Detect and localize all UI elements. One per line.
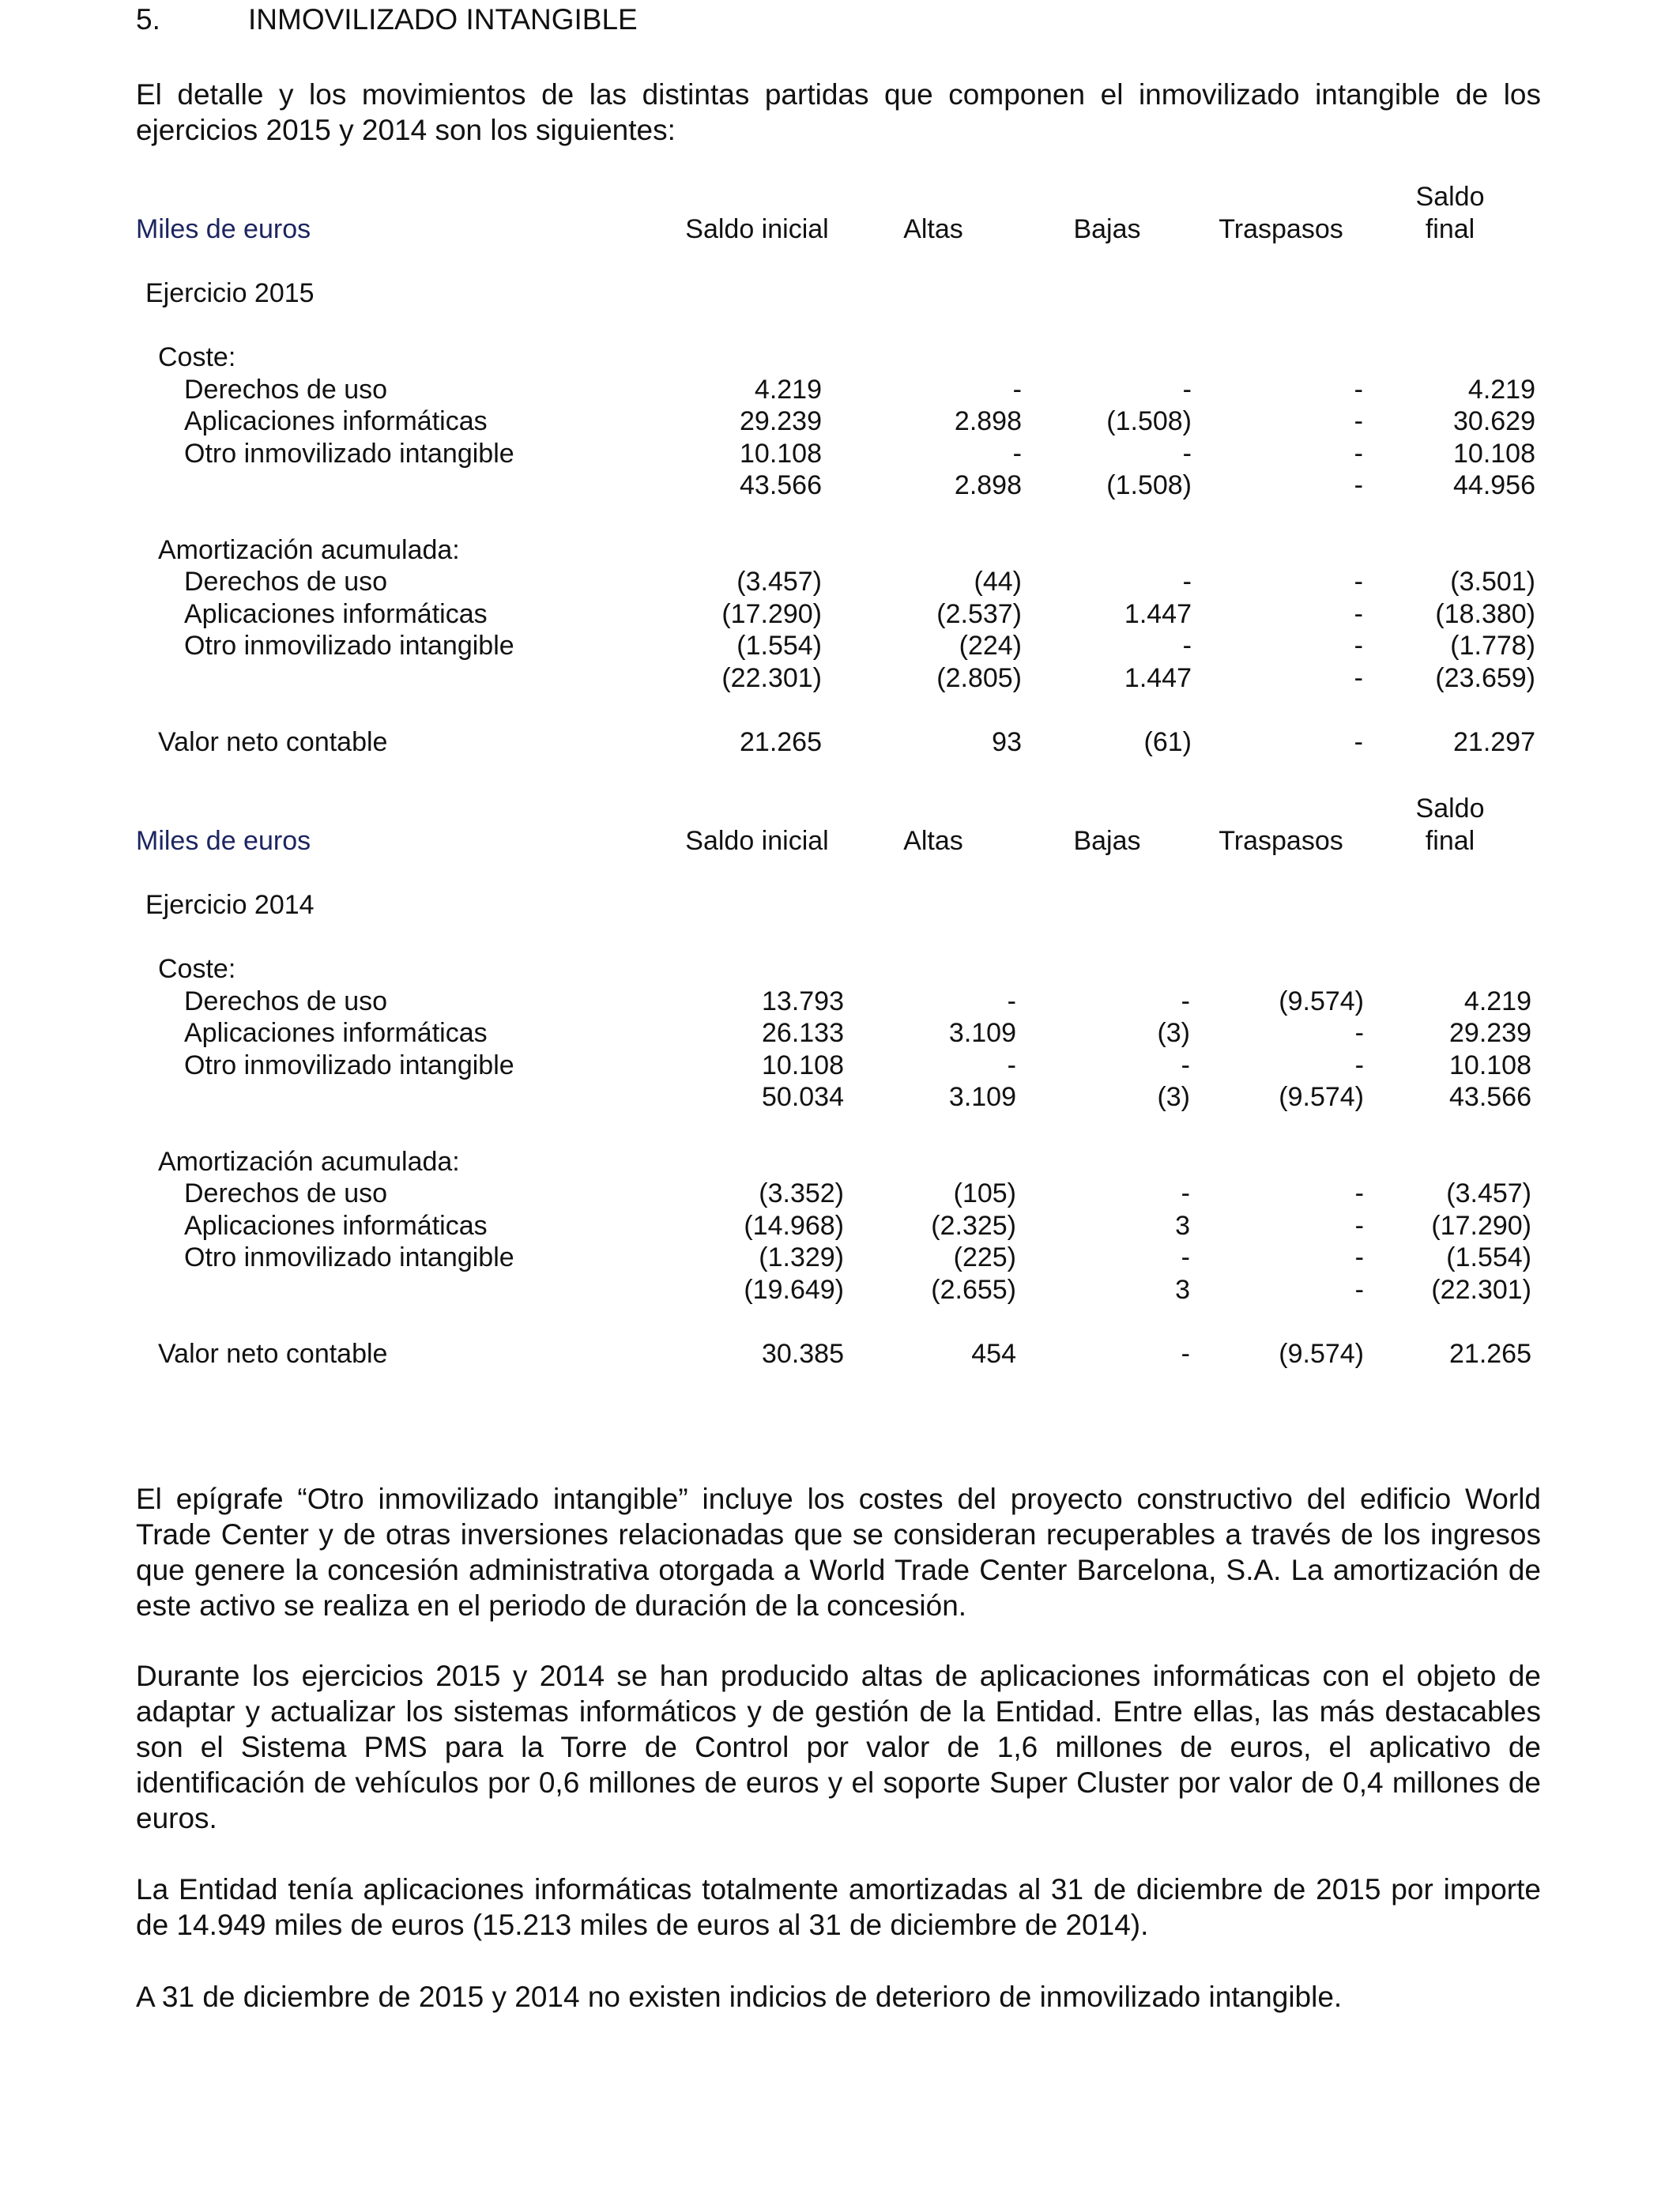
coste-row-value-col4: -: [1354, 406, 1363, 437]
amortizacion-label: Amortización acumulada:: [158, 534, 460, 565]
valor-neto-contable-value-col4: (9.574): [1279, 1339, 1364, 1370]
coste-row-value-col2: -: [1012, 374, 1022, 405]
column-header-saldo-final-line1: Saldo: [1415, 182, 1485, 212]
amortizacion-row-value-col3: -: [1181, 1242, 1190, 1273]
amortizacion-row-value-col2: (105): [953, 1178, 1016, 1209]
amortizacion-row-value-col3: 3: [1175, 1210, 1190, 1241]
coste-row-value-col1: 26.133: [762, 1018, 844, 1049]
amortizacion-row-value-col4: -: [1354, 631, 1363, 662]
coste-label: Coste:: [158, 342, 236, 372]
amortizacion-row-value-col4: -: [1354, 1242, 1364, 1273]
amortizacion-row-value-col5: (3.457): [1446, 1178, 1531, 1209]
amortizacion-total-value-col3: 3: [1175, 1275, 1190, 1305]
coste-total-value-col4: -: [1354, 470, 1363, 501]
paragraph-altas-aplicaciones: Durante los ejercicios 2015 y 2014 se han producido altas de aplicaciones informáticas con el objeto de adaptar y actualizar los sistemas informáticos y de gestión de la Entidad. Entre ellas, las más destacables son el Sistema PMS para la Torre de Control por valor de 1,6 millones de euros, el aplicativo de identificación de vehículos por 0,6 millones de euros y el soporte Super Cluster por valor de 0,4 millones de euros.: [136, 1660, 1541, 1834]
coste-row-value-col4: -: [1354, 1018, 1364, 1049]
amortizacion-row-value-col1: (14.968): [744, 1210, 844, 1241]
amortizacion-total-value-col3: 1.447: [1124, 663, 1192, 693]
coste-total-value-col4: (9.574): [1279, 1082, 1364, 1113]
coste-row-value-col1: 10.108: [762, 1050, 844, 1080]
amortizacion-row-label: Aplicaciones informáticas: [184, 1210, 488, 1241]
coste-row-value-col2: -: [1007, 1050, 1016, 1080]
amortizacion-row-label: Derechos de uso: [184, 1178, 388, 1209]
coste-row-value-col5: 10.108: [1449, 1050, 1531, 1080]
coste-total-value-col1: 50.034: [762, 1082, 844, 1113]
amortizacion-row-value-col3: -: [1182, 631, 1192, 662]
valor-neto-contable-value-col2: 93: [992, 727, 1022, 758]
coste-row-value-col3: -: [1182, 374, 1192, 405]
coste-row-value-col4: -: [1354, 374, 1363, 405]
coste-row-value-col3: -: [1182, 438, 1192, 469]
amortizacion-label: Amortización acumulada:: [158, 1146, 460, 1177]
column-header-traspasos: Traspasos: [1219, 213, 1343, 244]
amortizacion-row-value-col5: (3.501): [1450, 567, 1535, 598]
coste-total-value-col5: 43.566: [1449, 1082, 1531, 1113]
coste-row-value-col2: -: [1007, 986, 1016, 1016]
amortizacion-row-value-col4: -: [1354, 1178, 1364, 1209]
valor-neto-contable-value-col3: (61): [1143, 727, 1192, 758]
paragraph-otro-inmovilizado: El epígrafe “Otro inmovilizado intangible” incluye los costes del proyecto constructivo del edificio World Trade Center y de otras inversiones relacionadas que se consideran recuperables a través de los ingresos que genere la concesión administrativa otorgada a World Trade Center Barcelona, S.A. La amortización de este activo se realiza en el periodo de duración de la concesión.: [136, 1483, 1541, 1622]
amortizacion-row-value-col5: (18.380): [1435, 598, 1535, 629]
coste-row-label: Otro inmovilizado intangible: [184, 438, 514, 469]
valor-neto-contable-value-col1: 21.265: [740, 727, 822, 758]
coste-row-value-col3: -: [1181, 1050, 1190, 1080]
coste-row-value-col4: -: [1354, 1050, 1364, 1080]
valor-neto-contable-value-col1: 30.385: [762, 1339, 844, 1370]
coste-row-value-col3: (1.508): [1106, 406, 1192, 437]
coste-total-value-col2: 3.109: [948, 1082, 1016, 1113]
coste-row-value-col5: 4.219: [1463, 986, 1531, 1016]
amortizacion-row-value-col2: (2.537): [936, 598, 1022, 629]
paragraph-totalmente-amortizadas: La Entidad tenía aplicaciones informáticas totalmente amortizadas al 31 de diciembre de 2015 por importe de 14.949 miles de euros (15.213 miles de euros al 31 de diciembre de 2014).: [136, 1873, 1541, 1941]
column-header-saldo-final-line2: final: [1425, 825, 1475, 856]
column-header-saldo-inicial: Saldo inicial: [685, 825, 829, 856]
amortizacion-row-value-col2: (2.325): [931, 1210, 1016, 1241]
coste-row-value-col5: 30.629: [1453, 406, 1535, 437]
coste-row-value-col5: 10.108: [1453, 438, 1535, 469]
coste-total-value-col3: (1.508): [1106, 470, 1192, 501]
amortizacion-row-value-col4: -: [1354, 598, 1363, 629]
column-header-label: Miles de euros: [136, 213, 311, 244]
year-label: Ejercicio 2014: [145, 889, 315, 920]
amortizacion-row-value-col4: -: [1354, 1210, 1364, 1241]
coste-row-value-col5: 4.219: [1467, 374, 1535, 405]
intro-paragraph: El detalle y los movimientos de las distintas partidas que componen el inmovilizado intangible de los ejercicios 2015 y 2014 son los siguientes:: [136, 78, 1541, 146]
amortizacion-row-label: Derechos de uso: [184, 567, 388, 598]
coste-total-value-col2: 2.898: [954, 470, 1022, 501]
coste-total-value-col5: 44.956: [1453, 470, 1535, 501]
amortizacion-row-value-col3: 1.447: [1124, 598, 1192, 629]
coste-row-value-col5: 29.239: [1449, 1018, 1531, 1049]
valor-neto-contable-label: Valor neto contable: [158, 1339, 388, 1370]
section-title: INMOVILIZADO INTANGIBLE: [248, 3, 638, 36]
amortizacion-row-value-col3: -: [1182, 567, 1192, 598]
amortizacion-total-value-col1: (22.301): [721, 663, 822, 693]
coste-row-value-col1: 29.239: [740, 406, 822, 437]
amortizacion-total-value-col5: (23.659): [1435, 663, 1535, 693]
valor-neto-contable-value-col3: -: [1181, 1339, 1190, 1370]
column-header-saldo-final-line2: final: [1425, 213, 1475, 244]
amortizacion-total-value-col2: (2.655): [931, 1275, 1016, 1305]
coste-row-value-col2: -: [1012, 438, 1022, 469]
column-header-bajas: Bajas: [1073, 213, 1141, 244]
column-header-saldo-inicial: Saldo inicial: [685, 213, 829, 244]
valor-neto-contable-value-col2: 454: [971, 1339, 1016, 1370]
section-number: 5.: [136, 3, 160, 36]
amortizacion-row-value-col1: (3.352): [759, 1178, 844, 1209]
amortizacion-row-value-col3: -: [1181, 1178, 1190, 1209]
coste-label: Coste:: [158, 954, 236, 984]
amortizacion-total-value-col1: (19.649): [744, 1275, 844, 1305]
valor-neto-contable-label: Valor neto contable: [158, 727, 388, 758]
amortizacion-row-value-col2: (224): [959, 631, 1022, 662]
paragraph-deterioro: A 31 de diciembre de 2015 y 2014 no existen indicios de deterioro de inmovilizado intangible.: [136, 1981, 1343, 2013]
amortizacion-row-value-col1: (3.457): [736, 567, 822, 598]
valor-neto-contable-value-col5: 21.265: [1449, 1339, 1531, 1370]
coste-total-value-col1: 43.566: [740, 470, 822, 501]
column-header-label: Miles de euros: [136, 825, 311, 856]
amortizacion-row-value-col2: (44): [974, 567, 1022, 598]
amortizacion-row-value-col1: (17.290): [721, 598, 822, 629]
amortizacion-total-value-col4: -: [1354, 1275, 1364, 1305]
coste-row-label: Otro inmovilizado intangible: [184, 1050, 514, 1080]
coste-row-value-col4: -: [1354, 438, 1363, 469]
amortizacion-total-value-col2: (2.805): [936, 663, 1022, 693]
amortizacion-row-value-col4: -: [1354, 567, 1363, 598]
coste-row-value-col3: (3): [1157, 1018, 1190, 1049]
amortizacion-row-label: Otro inmovilizado intangible: [184, 1242, 514, 1273]
valor-neto-contable-value-col4: -: [1354, 727, 1363, 758]
coste-row-value-col1: 10.108: [740, 438, 822, 469]
amortizacion-row-label: Aplicaciones informáticas: [184, 598, 488, 629]
coste-row-label: Derechos de uso: [184, 374, 388, 405]
amortizacion-row-label: Otro inmovilizado intangible: [184, 631, 514, 662]
coste-row-value-col4: (9.574): [1279, 986, 1364, 1016]
amortizacion-row-value-col1: (1.329): [759, 1242, 844, 1273]
amortizacion-row-value-col5: (17.290): [1431, 1210, 1531, 1241]
year-label: Ejercicio 2015: [145, 277, 315, 308]
column-header-altas: Altas: [903, 825, 963, 856]
column-header-saldo-final-line1: Saldo: [1415, 794, 1485, 824]
column-header-altas: Altas: [903, 213, 963, 244]
valor-neto-contable-value-col5: 21.297: [1453, 727, 1535, 758]
coste-row-value-col3: -: [1181, 986, 1190, 1016]
coste-row-value-col1: 13.793: [762, 986, 844, 1016]
column-header-bajas: Bajas: [1073, 825, 1141, 856]
section-heading: [0, 3, 1680, 43]
coste-row-label: Aplicaciones informáticas: [184, 406, 488, 437]
coste-row-value-col2: 3.109: [948, 1018, 1016, 1049]
amortizacion-row-value-col5: (1.554): [1446, 1242, 1531, 1273]
amortizacion-total-value-col5: (22.301): [1431, 1275, 1531, 1305]
coste-row-label: Derechos de uso: [184, 986, 388, 1016]
column-header-traspasos: Traspasos: [1219, 825, 1343, 856]
coste-total-value-col3: (3): [1157, 1082, 1190, 1113]
coste-row-label: Aplicaciones informáticas: [184, 1018, 488, 1049]
coste-row-value-col1: 4.219: [754, 374, 822, 405]
amortizacion-row-value-col2: (225): [953, 1242, 1016, 1273]
amortizacion-row-value-col1: (1.554): [736, 631, 822, 662]
amortizacion-total-value-col4: -: [1354, 663, 1363, 693]
coste-row-value-col2: 2.898: [954, 406, 1022, 437]
amortizacion-row-value-col5: (1.778): [1450, 631, 1535, 662]
